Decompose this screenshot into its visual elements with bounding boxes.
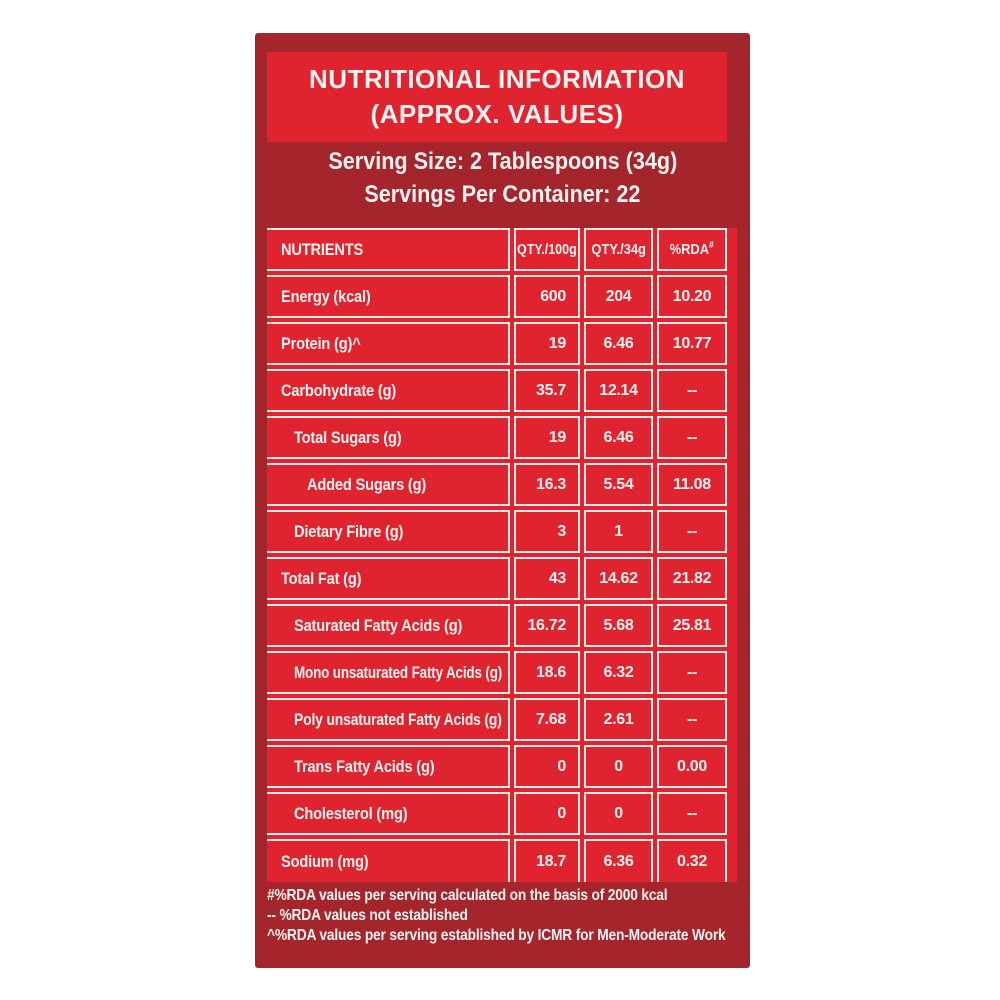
column-header-qty-34g: [584, 228, 653, 271]
row-label-cell: [267, 745, 510, 788]
row-label: Protein (g)^: [281, 333, 361, 353]
row-label-cell: [267, 369, 510, 412]
nutrients-table-grid: [267, 228, 727, 882]
servings-per-container-value: Servings Per Container: 22: [364, 181, 641, 208]
qty-per-100g-cell: 43: [514, 557, 580, 600]
qty-per-34g-cell: 204: [584, 275, 653, 318]
qty-per-34g-cell: 5.54: [584, 463, 653, 506]
column-header-label: QTY./100g: [517, 241, 577, 258]
qty-per-34g-cell: 5.68: [584, 604, 653, 647]
rda-percent-cell: 11.08: [657, 463, 727, 506]
rda-footnote-marker: #: [709, 240, 715, 251]
row-label: Carbohydrate (g): [281, 380, 397, 400]
qty-per-34g-cell: 14.62: [584, 557, 653, 600]
rda-percent-cell: 10.77: [657, 322, 727, 365]
rda-percent-cell: --: [657, 369, 727, 412]
qty-per-100g-cell: 7.68: [514, 698, 580, 741]
row-label: Mono unsaturated Fatty Acids (g): [294, 662, 503, 682]
rda-percent-cell: 0.32: [657, 839, 727, 882]
row-label: Total Sugars (g): [294, 427, 402, 447]
qty-per-100g-cell: 0: [514, 745, 580, 788]
serving-size-value: Serving Size: 2 Tablespoons (34g): [328, 148, 677, 175]
footnote-rda-not-established: [267, 906, 745, 926]
row-label-cell: [267, 698, 510, 741]
row-label-cell: [267, 463, 510, 506]
row-label: Cholesterol (mg): [294, 803, 408, 823]
footnotes: [267, 886, 745, 946]
qty-per-100g-cell: 3: [514, 510, 580, 553]
qty-per-100g-cell: 18.7: [514, 839, 580, 882]
qty-per-34g-cell: 12.14: [584, 369, 653, 412]
qty-per-34g-cell: 6.36: [584, 839, 653, 882]
row-label-cell: [267, 792, 510, 835]
row-label-cell: [267, 322, 510, 365]
row-label-cell: [267, 651, 510, 694]
footnote-text: ^%RDA values per serving established by ICMR for Men-Moderate Work: [267, 927, 726, 944]
rda-label: %RDA: [669, 241, 710, 258]
rda-percent-cell: 21.82: [657, 557, 727, 600]
footnote-text: -- %RDA values not established: [267, 907, 468, 924]
qty-per-100g-cell: 16.3: [514, 463, 580, 506]
qty-per-34g-cell: 1: [584, 510, 653, 553]
row-label-cell: [267, 416, 510, 459]
qty-per-34g-cell: 6.32: [584, 651, 653, 694]
column-header-label: [670, 241, 714, 258]
qty-per-100g-cell: 16.72: [514, 604, 580, 647]
qty-per-34g-cell: 6.46: [584, 416, 653, 459]
qty-per-34g-cell: 0: [584, 792, 653, 835]
row-label: Sodium (mg): [281, 851, 369, 871]
title-banner: [267, 52, 727, 142]
qty-per-100g-cell: 0: [514, 792, 580, 835]
qty-per-34g-cell: 0: [584, 745, 653, 788]
row-label-cell: [267, 557, 510, 600]
column-header-nutrients: [267, 228, 510, 271]
qty-per-100g-cell: 35.7: [514, 369, 580, 412]
qty-per-34g-cell: 2.61: [584, 698, 653, 741]
rda-percent-cell: --: [657, 416, 727, 459]
row-label-cell: [267, 275, 510, 318]
row-label: Total Fat (g): [281, 568, 362, 588]
qty-per-34g-cell: 6.46: [584, 322, 653, 365]
serving-size-text: [255, 145, 750, 178]
row-label-cell: [267, 510, 510, 553]
qty-per-100g-cell: 18.6: [514, 651, 580, 694]
serving-info: [255, 145, 750, 211]
row-label: Dietary Fibre (g): [294, 521, 404, 541]
rda-percent-cell: --: [657, 651, 727, 694]
footnote-rda-basis: [267, 886, 745, 906]
rda-percent-cell: 25.81: [657, 604, 727, 647]
row-label-cell: [267, 604, 510, 647]
rda-percent-cell: --: [657, 510, 727, 553]
column-header-label: QTY./34g: [591, 241, 646, 258]
rda-percent-cell: --: [657, 792, 727, 835]
row-label: Poly unsaturated Fatty Acids (g): [294, 709, 502, 729]
servings-per-container-text: [255, 178, 750, 211]
footnote-rda-icmr: [267, 926, 745, 946]
column-header-rda-percent: [657, 228, 727, 271]
nutrition-panel: [255, 33, 750, 968]
rda-percent-cell: --: [657, 698, 727, 741]
qty-per-100g-cell: 600: [514, 275, 580, 318]
qty-per-100g-cell: 19: [514, 416, 580, 459]
qty-per-100g-cell: 19: [514, 322, 580, 365]
panel-title-line2: (APPROX. VALUES): [370, 99, 624, 129]
panel-title-line1: NUTRITIONAL INFORMATION: [309, 64, 685, 94]
row-label: Added Sugars (g): [307, 474, 427, 494]
row-label: Energy (kcal): [281, 286, 371, 306]
footnote-text: #%RDA values per serving calculated on the basis of 2000 kcal: [267, 887, 668, 904]
row-label: Trans Fatty Acids (g): [294, 756, 435, 776]
rda-percent-cell: 10.20: [657, 275, 727, 318]
row-label-cell: [267, 839, 510, 882]
column-header-qty-100g: [514, 228, 580, 271]
nutrients-table: [267, 228, 737, 882]
row-label: Saturated Fatty Acids (g): [294, 615, 463, 635]
column-header-label: NUTRIENTS: [281, 239, 364, 259]
rda-percent-cell: 0.00: [657, 745, 727, 788]
